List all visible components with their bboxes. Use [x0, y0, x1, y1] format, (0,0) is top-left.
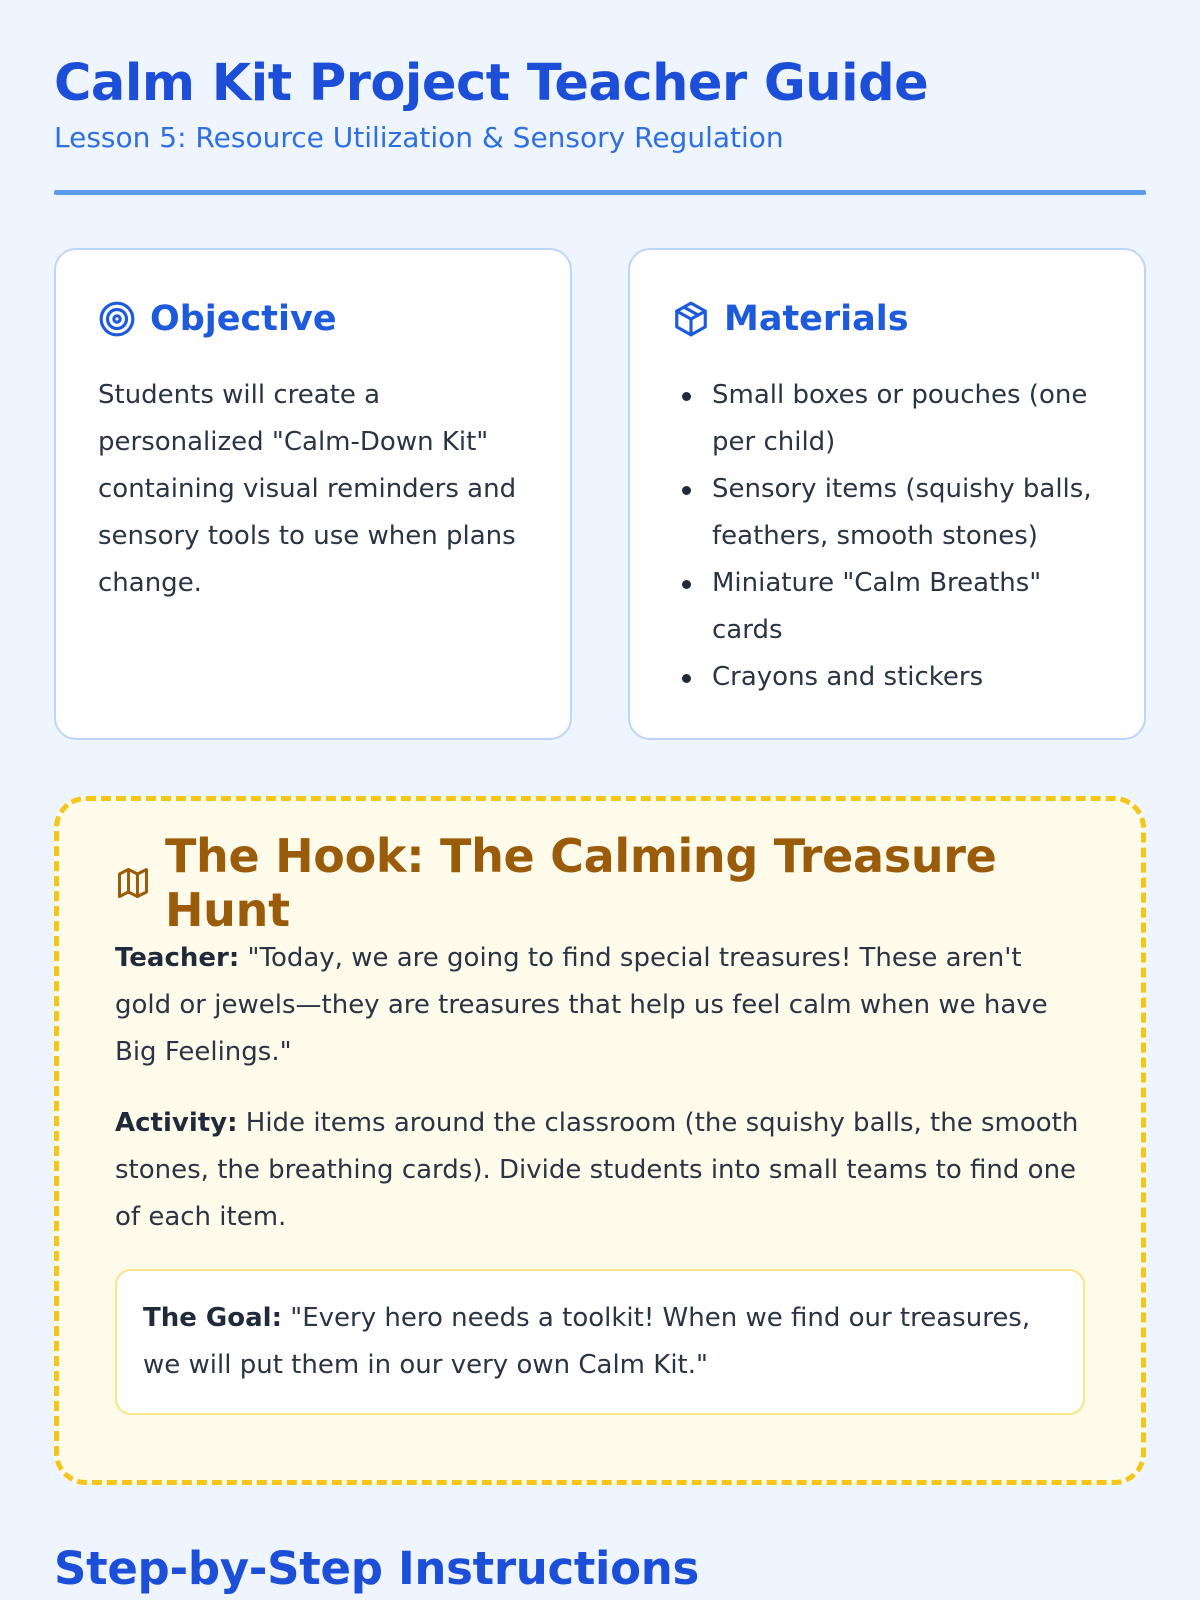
box-icon	[672, 300, 710, 338]
steps-heading: Step-by-Step Instructions	[54, 1542, 700, 1595]
page-subtitle: Lesson 5: Resource Utilization & Sensory Regulation	[54, 121, 784, 154]
teacher-text: "Today, we are going to find special treasures! These aren't gold or jewels—they are treasures that help us feel calm when we have Big Feelings."	[115, 943, 1048, 1067]
materials-header	[672, 290, 1104, 348]
goal-text: "Every hero needs a toolkit! When we find our treasures, we will put them in our very own Calm Kit."	[143, 1303, 1031, 1380]
page-header	[54, 0, 1146, 195]
objective-text: Students will create a personalized "Calm-Down Kit" containing visual reminders and sensory tools to use when plans change.	[98, 380, 517, 598]
teacher-label: Teacher:	[115, 943, 240, 973]
objective-header	[98, 290, 530, 348]
activity-text: Hide items around the classroom (the squishy balls, the smooth stones, the breathing cards). Divide students into small teams to find one of each item.	[115, 1108, 1079, 1232]
goal-callout	[115, 1269, 1085, 1415]
teacher-script	[115, 935, 1085, 1076]
activity-description	[115, 1100, 1085, 1241]
materials-heading: Materials	[724, 299, 909, 339]
list-item: Small boxes or pouches (one per child)	[672, 372, 1104, 466]
list-item: Miniature "Calm Breaths" cards	[672, 560, 1104, 654]
hook-heading: The Hook: The Calming Treasure Hunt	[164, 829, 997, 937]
list-item: Sensory items (squishy balls, feathers, smooth stones)	[672, 466, 1104, 560]
header-divider	[54, 190, 1146, 195]
goal-label: The Goal:	[143, 1303, 282, 1333]
objective-card	[54, 248, 572, 740]
map-icon	[115, 864, 151, 902]
materials-card	[628, 248, 1146, 740]
list-item: Crayons and stickers	[672, 654, 1104, 701]
objective-heading: Objective	[150, 299, 337, 339]
materials-list	[672, 372, 1104, 701]
target-icon	[98, 300, 136, 338]
hook-header	[115, 829, 1085, 937]
hook-section	[54, 796, 1146, 1485]
page-title: Calm Kit Project Teacher Guide	[54, 54, 929, 113]
activity-label: Activity:	[115, 1108, 238, 1138]
info-cards	[54, 248, 1146, 740]
